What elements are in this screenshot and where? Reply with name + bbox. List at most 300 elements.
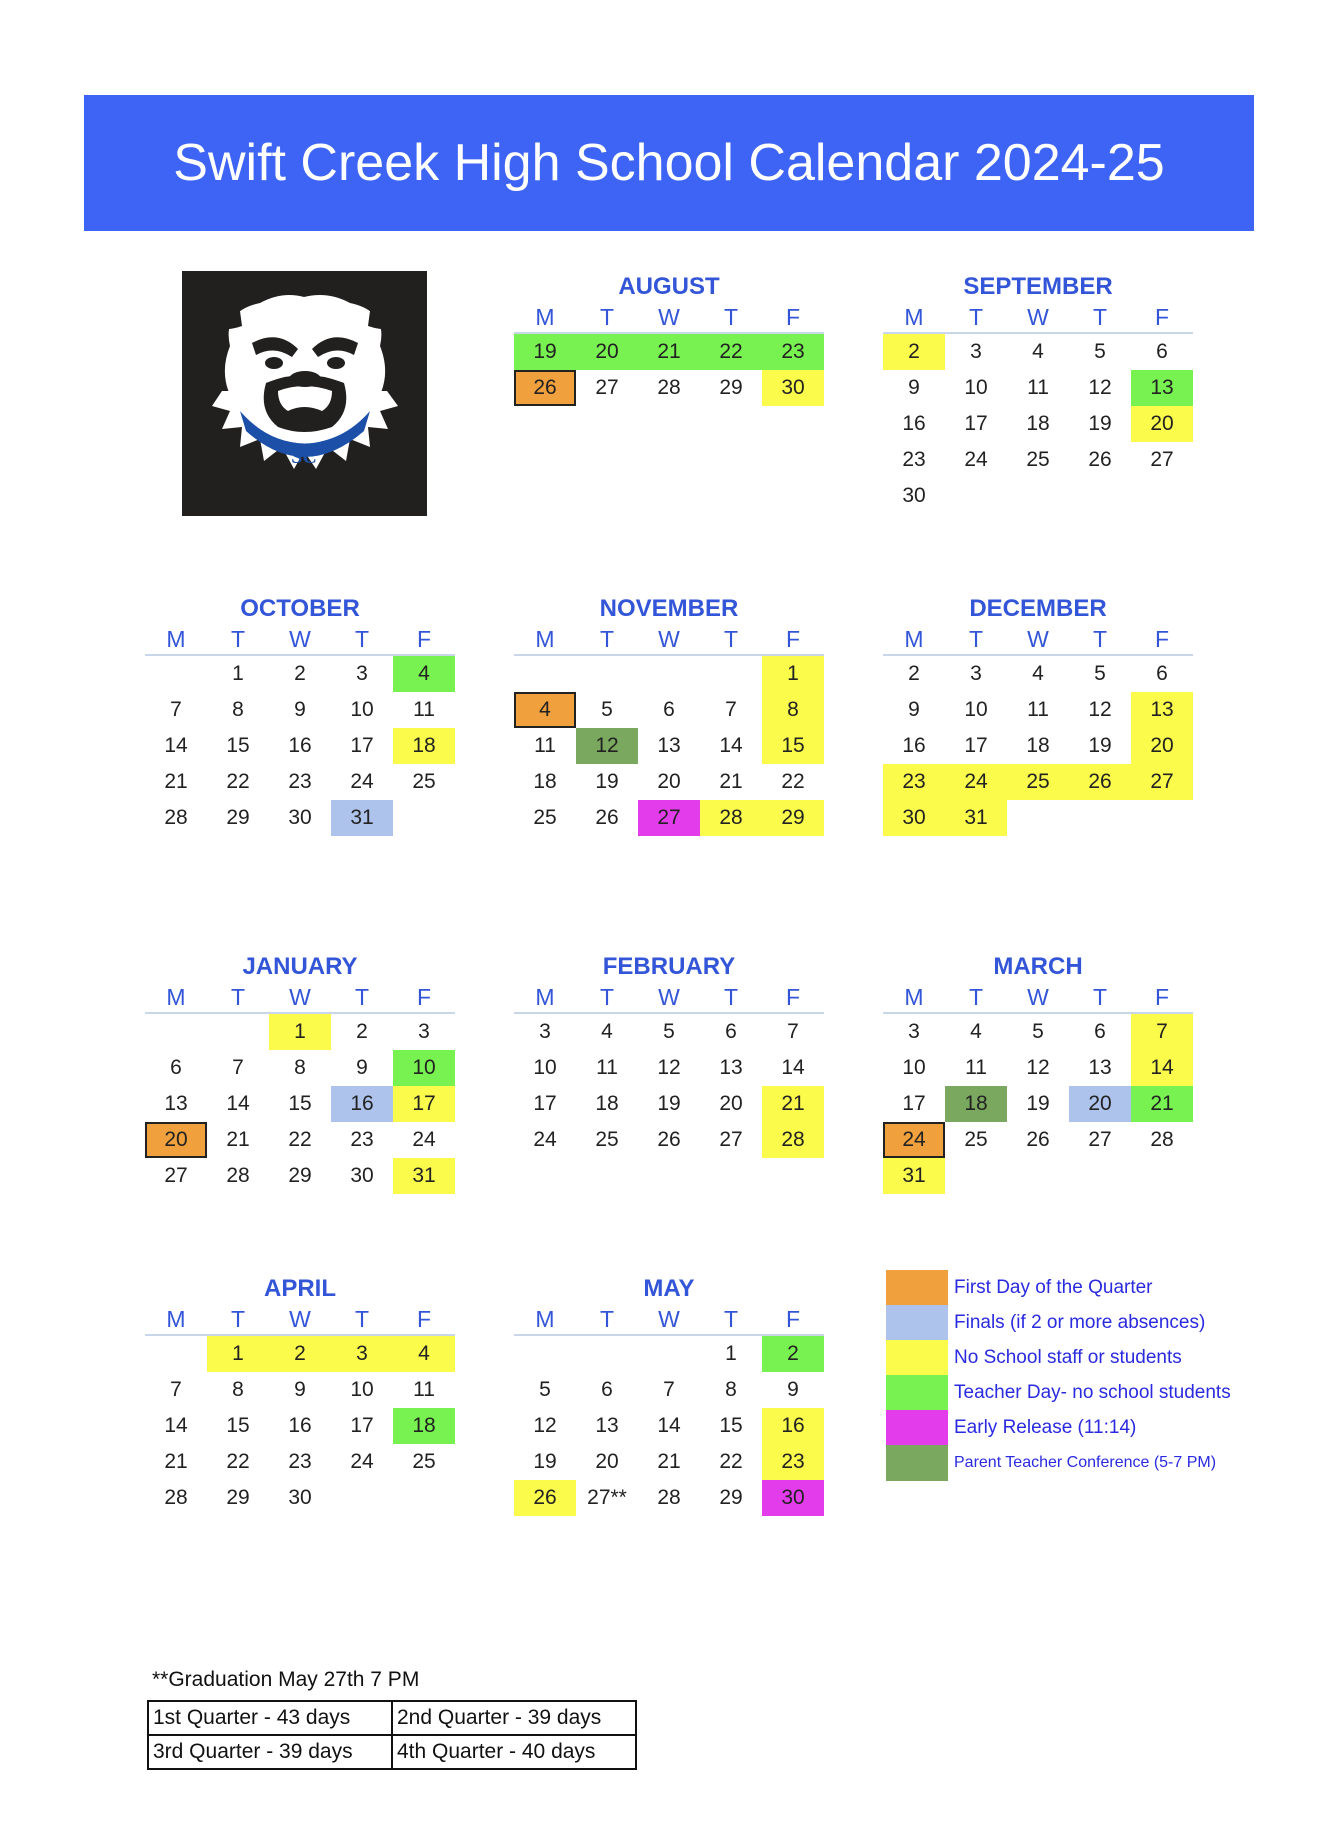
weekday-label: W	[658, 984, 680, 1010]
day-cell: 24	[533, 1128, 557, 1151]
day-cell: 29	[762, 800, 824, 836]
week-row	[145, 728, 455, 764]
empty-day	[1069, 1158, 1131, 1194]
month-title: DECEMBER	[969, 595, 1107, 622]
day-cell: 9	[787, 1378, 799, 1401]
empty-day	[393, 1480, 455, 1516]
day-cell: 1	[269, 1014, 331, 1050]
day-cell: 4	[393, 1336, 455, 1372]
weekday-label: T	[968, 984, 984, 1010]
day-cell: 6	[1156, 662, 1168, 685]
day-cell: 29	[719, 376, 743, 399]
day-cell: 16	[331, 1086, 393, 1122]
empty-day	[1131, 1158, 1193, 1194]
weekday-label: M	[535, 304, 555, 330]
week-row	[145, 1408, 455, 1444]
day-cell: 4	[514, 692, 576, 728]
weekday-label: T	[599, 304, 615, 330]
week-row	[514, 728, 824, 764]
bulldog-logo	[182, 271, 427, 516]
day-cell: 21	[164, 770, 188, 793]
day-cell: 22	[226, 1450, 250, 1473]
quarter-cell: 4th Quarter - 40 days	[392, 1735, 636, 1769]
day-cell: 31	[331, 800, 393, 836]
day-cell: 31	[393, 1158, 455, 1194]
weekday-label: T	[599, 984, 615, 1010]
month-title: OCTOBER	[240, 595, 360, 622]
empty-day	[1007, 800, 1069, 836]
week-row	[514, 1086, 824, 1122]
day-cell: 13	[719, 1056, 743, 1079]
weekday-label: F	[785, 626, 801, 652]
day-cell: 30	[288, 806, 312, 829]
day-cell: 26	[595, 806, 619, 829]
weekday-label: T	[1092, 984, 1108, 1010]
day-cell: 9	[294, 698, 306, 721]
empty-day	[576, 1336, 638, 1372]
empty-day	[945, 478, 1007, 514]
day-cell: 18	[393, 1408, 455, 1444]
week-row	[883, 1014, 1193, 1050]
legend-label: Teacher Day- no school students	[954, 1382, 1231, 1403]
empty-day	[638, 1336, 700, 1372]
day-cell: 17	[350, 1414, 374, 1437]
week-row	[514, 1408, 824, 1444]
day-cell: 27	[638, 800, 700, 836]
day-cell: 3	[356, 662, 368, 685]
legend-swatch	[886, 1445, 948, 1481]
legend-label: Early Release (11:14)	[954, 1417, 1137, 1438]
day-cell: 11	[413, 698, 435, 721]
day-cell: 4	[393, 656, 455, 692]
day-cell: 28	[1150, 1128, 1174, 1151]
day-cell: 20	[145, 1122, 207, 1158]
day-cell: 19	[1088, 412, 1112, 435]
week-row	[514, 764, 824, 800]
day-cell: 24	[350, 770, 374, 793]
day-cell: 8	[232, 1378, 244, 1401]
weekday-label: F	[416, 1306, 432, 1332]
week-row	[145, 692, 455, 728]
legend	[886, 1272, 1266, 1482]
day-cell: 17	[533, 1092, 557, 1115]
day-cell: 3	[418, 1020, 430, 1043]
day-cell: 7	[787, 1020, 799, 1043]
day-cell: 16	[762, 1408, 824, 1444]
day-cell: 10	[350, 698, 374, 721]
day-cell: 3	[970, 662, 982, 685]
day-cell: 25	[1007, 764, 1069, 800]
day-cell: 4	[601, 1020, 613, 1043]
day-cell: 23	[883, 764, 945, 800]
day-cell: 8	[725, 1378, 737, 1401]
weekday-label: W	[289, 984, 311, 1010]
day-cell: 4	[970, 1020, 982, 1043]
weekday-label: T	[723, 1306, 739, 1332]
day-cell: 15	[226, 1414, 250, 1437]
day-cell: 21	[164, 1450, 188, 1473]
empty-day	[1131, 800, 1193, 836]
day-cell: 13	[595, 1414, 619, 1437]
weekday-header	[883, 302, 1193, 334]
week-row	[883, 406, 1193, 442]
day-cell: 5	[601, 698, 613, 721]
day-cell: 30	[883, 800, 945, 836]
week-row	[145, 1086, 455, 1122]
day-cell: 20	[576, 334, 638, 370]
weekday-label: T	[723, 626, 739, 652]
day-cell: 13	[657, 734, 681, 757]
day-cell: 30	[288, 1486, 312, 1509]
month-february	[514, 952, 824, 1158]
day-cell: 24	[350, 1450, 374, 1473]
weekday-header	[514, 982, 824, 1014]
weekday-label: T	[230, 626, 246, 652]
day-cell: 16	[902, 734, 926, 757]
day-cell: 16	[288, 1414, 312, 1437]
day-cell: 15	[762, 728, 824, 764]
quarter-cell: 3rd Quarter - 39 days	[148, 1735, 392, 1769]
day-cell: 22	[781, 770, 805, 793]
day-cell: 21	[638, 334, 700, 370]
day-cell: 21	[762, 1086, 824, 1122]
day-cell: 25	[533, 806, 557, 829]
day-cell: 2	[883, 334, 945, 370]
week-row	[883, 656, 1193, 692]
day-cell: 26	[514, 370, 576, 406]
day-cell: 13	[1088, 1056, 1112, 1079]
week-row	[145, 1122, 455, 1158]
table-row	[148, 1701, 636, 1735]
week-row	[514, 1014, 824, 1050]
day-cell: 5	[1094, 662, 1106, 685]
day-cell: 19	[1088, 734, 1112, 757]
month-title: MARCH	[993, 953, 1083, 980]
day-cell: 14	[657, 1414, 681, 1437]
day-cell: 17	[964, 412, 988, 435]
day-cell: 18	[533, 770, 557, 793]
day-cell: 2	[908, 662, 920, 685]
day-cell: 3	[539, 1020, 551, 1043]
day-cell: 23	[288, 770, 312, 793]
weekday-label: T	[599, 1306, 615, 1332]
day-cell: 30	[762, 1480, 824, 1516]
week-row	[145, 1444, 455, 1480]
day-cell: 3	[331, 1336, 393, 1372]
day-cell: 18	[595, 1092, 619, 1115]
weekday-label: F	[785, 1306, 801, 1332]
day-cell: 25	[964, 1128, 988, 1151]
legend-item	[886, 1447, 1266, 1479]
day-cell: 9	[294, 1378, 306, 1401]
day-cell: 11	[534, 734, 556, 757]
month-november	[514, 594, 824, 836]
day-cell: 1	[232, 662, 244, 685]
day-cell: 28	[226, 1164, 250, 1187]
day-cell: 8	[232, 698, 244, 721]
week-row	[883, 728, 1193, 764]
weekday-label: M	[166, 984, 186, 1010]
month-title: APRIL	[264, 1275, 336, 1302]
weekday-label: W	[1027, 304, 1049, 330]
day-cell: 14	[226, 1092, 250, 1115]
day-cell: 28	[164, 1486, 188, 1509]
week-row	[514, 334, 824, 370]
legend-item	[886, 1412, 1266, 1444]
weekday-label: T	[354, 984, 370, 1010]
week-row	[883, 1050, 1193, 1086]
day-cell: 20	[657, 770, 681, 793]
weekday-header	[514, 624, 824, 656]
weekday-label: W	[1027, 626, 1049, 652]
week-row	[883, 442, 1193, 478]
day-cell: 5	[663, 1020, 675, 1043]
day-cell: 15	[226, 734, 250, 757]
weekday-label: M	[535, 984, 555, 1010]
weekday-label: M	[904, 626, 924, 652]
week-row	[514, 1122, 824, 1158]
weekday-header	[145, 1304, 455, 1336]
day-cell: 10	[350, 1378, 374, 1401]
week-row	[514, 1480, 824, 1516]
quarter-days-table	[147, 1700, 637, 1770]
day-cell: 4	[1032, 340, 1044, 363]
month-december	[883, 594, 1193, 836]
weekday-header	[145, 982, 455, 1014]
day-cell: 1	[725, 1342, 737, 1365]
weekday-label: T	[230, 1306, 246, 1332]
empty-day	[1007, 478, 1069, 514]
day-cell: 29	[719, 1486, 743, 1509]
day-cell: 7	[232, 1056, 244, 1079]
weekday-header	[514, 1304, 824, 1336]
month-title: NOVEMBER	[599, 595, 739, 622]
calendar-title-banner	[84, 95, 1254, 231]
day-cell: 5	[1032, 1020, 1044, 1043]
weekday-label: F	[1154, 984, 1170, 1010]
week-row	[883, 370, 1193, 406]
weekday-label: T	[354, 1306, 370, 1332]
day-cell: 13	[164, 1092, 188, 1115]
day-cell: 15	[719, 1414, 743, 1437]
weekday-label: W	[658, 304, 680, 330]
day-cell: 7	[170, 698, 182, 721]
day-cell: 24	[412, 1128, 436, 1151]
day-cell: 18	[945, 1086, 1007, 1122]
week-row	[145, 1336, 455, 1372]
empty-day	[514, 656, 576, 692]
day-cell: 7	[1131, 1014, 1193, 1050]
day-cell: 6	[601, 1378, 613, 1401]
week-row	[145, 1372, 455, 1408]
day-cell: 27	[595, 376, 619, 399]
empty-day	[145, 1014, 207, 1050]
day-cell: 27	[719, 1128, 743, 1151]
day-cell: 16	[902, 412, 926, 435]
week-row	[145, 764, 455, 800]
day-cell: 23	[762, 334, 824, 370]
day-cell: 11	[596, 1056, 618, 1079]
weekday-label: T	[354, 626, 370, 652]
day-cell: 12	[533, 1414, 557, 1437]
day-cell: 6	[663, 698, 675, 721]
day-cell: 17	[350, 734, 374, 757]
legend-label: Finals (if 2 or more absences)	[954, 1312, 1206, 1333]
day-cell: 7	[170, 1378, 182, 1401]
day-cell: 23	[762, 1444, 824, 1480]
day-cell: 27**	[587, 1486, 627, 1509]
day-cell: 22	[288, 1128, 312, 1151]
day-cell: 23	[902, 448, 926, 471]
weekday-label: W	[289, 1306, 311, 1332]
weekday-label: M	[166, 1306, 186, 1332]
quarter-cell: 2nd Quarter - 39 days	[392, 1701, 636, 1735]
week-row	[145, 656, 455, 692]
week-row	[145, 1050, 455, 1086]
weekday-header	[883, 982, 1193, 1014]
day-cell: 7	[725, 698, 737, 721]
weekday-label: F	[416, 626, 432, 652]
empty-day	[145, 656, 207, 692]
day-cell: 12	[1088, 376, 1112, 399]
legend-swatch	[886, 1340, 948, 1376]
day-cell: 28	[164, 806, 188, 829]
day-cell: 28	[657, 1486, 681, 1509]
day-cell: 3	[970, 340, 982, 363]
day-cell: 22	[226, 770, 250, 793]
legend-item	[886, 1342, 1266, 1374]
day-cell: 11	[413, 1378, 435, 1401]
weekday-label: M	[166, 626, 186, 652]
day-cell: 30	[762, 370, 824, 406]
day-cell: 2	[762, 1336, 824, 1372]
day-cell: 21	[1131, 1086, 1193, 1122]
weekday-label: W	[289, 626, 311, 652]
day-cell: 20	[1131, 406, 1193, 442]
day-cell: 13	[1131, 370, 1193, 406]
week-row	[514, 370, 824, 406]
day-cell: 19	[595, 770, 619, 793]
day-cell: 21	[719, 770, 743, 793]
day-cell: 20	[595, 1450, 619, 1473]
month-august	[514, 272, 824, 406]
empty-day	[331, 1480, 393, 1516]
day-cell: 31	[945, 800, 1007, 836]
day-cell: 10	[964, 698, 988, 721]
day-cell: 26	[1088, 448, 1112, 471]
table-row	[148, 1735, 636, 1769]
day-cell: 1	[207, 1336, 269, 1372]
day-cell: 14	[1131, 1050, 1193, 1086]
empty-day	[207, 1014, 269, 1050]
empty-day	[638, 656, 700, 692]
week-row	[145, 1014, 455, 1050]
day-cell: 9	[908, 698, 920, 721]
weekday-header	[514, 302, 824, 334]
legend-swatch	[886, 1410, 948, 1446]
legend-item	[886, 1272, 1266, 1304]
empty-day	[700, 656, 762, 692]
day-cell: 31	[883, 1158, 945, 1194]
weekday-label: M	[535, 1306, 555, 1332]
weekday-label: F	[1154, 304, 1170, 330]
day-cell: 12	[1088, 698, 1112, 721]
month-january	[145, 952, 455, 1194]
week-row	[514, 1372, 824, 1408]
week-row	[883, 1122, 1193, 1158]
day-cell: 19	[1026, 1092, 1050, 1115]
day-cell: 27	[1088, 1128, 1112, 1151]
weekday-header	[883, 624, 1193, 656]
day-cell: 21	[657, 1450, 681, 1473]
day-cell: 17	[964, 734, 988, 757]
month-title: SEPTEMBER	[963, 273, 1113, 300]
day-cell: 6	[170, 1056, 182, 1079]
legend-swatch	[886, 1305, 948, 1341]
day-cell: 19	[514, 334, 576, 370]
week-row	[145, 1158, 455, 1194]
day-cell: 25	[595, 1128, 619, 1151]
weekday-label: W	[658, 626, 680, 652]
legend-item	[886, 1377, 1266, 1409]
day-cell: 12	[1026, 1056, 1050, 1079]
week-row	[514, 656, 824, 692]
bulldog-icon	[182, 271, 427, 516]
day-cell: 28	[700, 800, 762, 836]
week-row	[514, 1444, 824, 1480]
day-cell: 9	[356, 1056, 368, 1079]
day-cell: 28	[657, 376, 681, 399]
week-row	[883, 764, 1193, 800]
weekday-label: M	[904, 984, 924, 1010]
day-cell: 15	[288, 1092, 312, 1115]
day-cell: 19	[657, 1092, 681, 1115]
weekday-label: M	[904, 304, 924, 330]
day-cell: 2	[356, 1020, 368, 1043]
day-cell: 9	[908, 376, 920, 399]
day-cell: 17	[393, 1086, 455, 1122]
month-title: JANUARY	[242, 953, 358, 980]
legend-label: First Day of the Quarter	[954, 1277, 1153, 1298]
day-cell: 3	[908, 1020, 920, 1043]
day-cell: 2	[269, 1336, 331, 1372]
weekday-label: F	[785, 304, 801, 330]
day-cell: 29	[226, 806, 250, 829]
day-cell: 22	[719, 1450, 743, 1473]
day-cell: 4	[1032, 662, 1044, 685]
empty-day	[145, 1336, 207, 1372]
week-row	[883, 800, 1193, 836]
day-cell: 1	[762, 656, 824, 692]
day-cell: 11	[965, 1056, 987, 1079]
week-row	[883, 334, 1193, 370]
monogram-text: SC	[291, 446, 317, 468]
weekday-label: M	[535, 626, 555, 652]
day-cell: 26	[657, 1128, 681, 1151]
day-cell: 17	[902, 1092, 926, 1115]
day-cell: 20	[1069, 1086, 1131, 1122]
graduation-note: **Graduation May 27th 7 PM	[152, 1668, 420, 1691]
week-row	[883, 1158, 1193, 1194]
weekday-header	[145, 624, 455, 656]
week-row	[883, 478, 1193, 514]
month-september	[883, 272, 1193, 514]
day-cell: 10	[533, 1056, 557, 1079]
empty-day	[1131, 478, 1193, 514]
weekday-label: T	[230, 984, 246, 1010]
day-cell: 12	[576, 728, 638, 764]
empty-day	[393, 800, 455, 836]
